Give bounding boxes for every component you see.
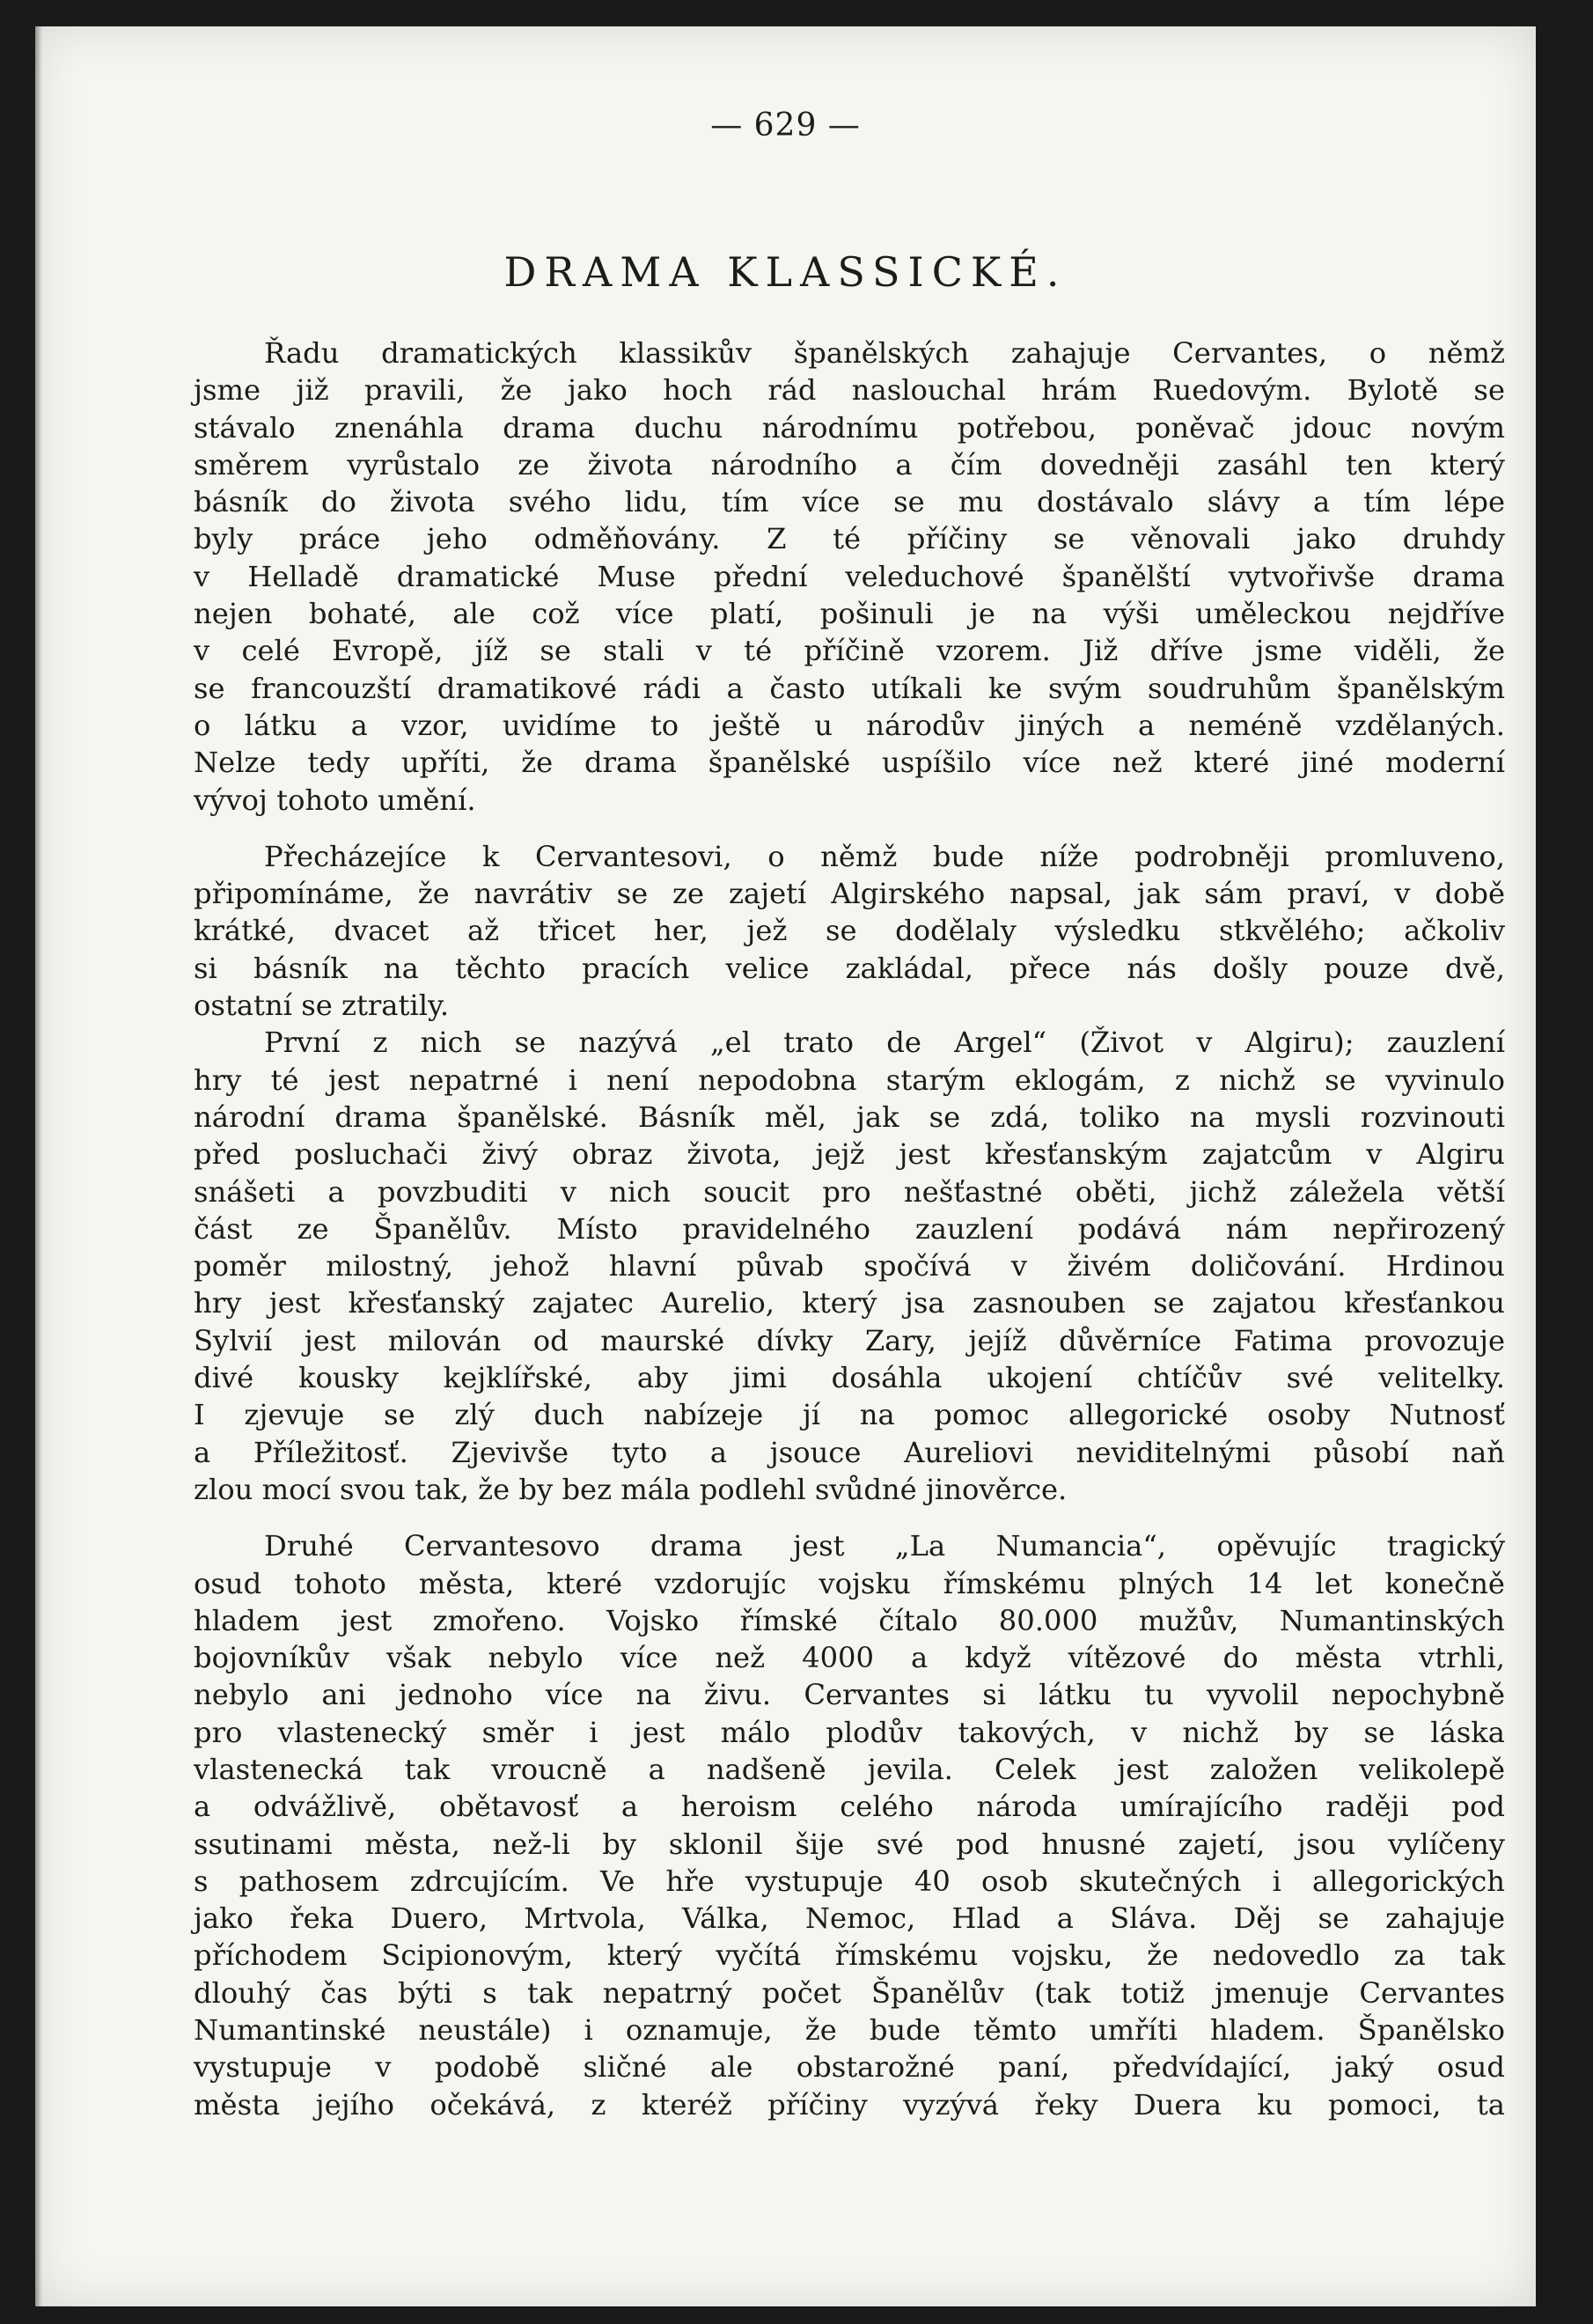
text-line: příchodem Scipionovým, který vyčítá římskému vojsku, že nedovedlo za tak — [194, 1938, 1505, 1973]
text-line: hry té jest nepatrné i není nepodobna starým eklogám, z nichž se vyvinulo — [194, 1063, 1505, 1097]
text-line: se francouzští dramatikové rádi a často utíkali ke svým soudruhům španělským — [194, 671, 1505, 705]
text-line: byly práce jeho odměňovány. Z té příčiny se věnovali jako druhdy — [194, 522, 1505, 556]
text-line: jsme již pravili, že jako hoch rád naslouchal hrám Ruedovým. Bylotě se — [194, 373, 1505, 408]
text-line: snášeti a povzbuditi v nich soucit pro nešťastné oběti, jichž záležela větší — [194, 1174, 1505, 1209]
text-line: hladem jest zmořeno. Vojsko římské čítalo 80.000 mužův, Numantinských — [194, 1603, 1505, 1637]
text-line: osud tohoto města, které vzdorujíc vojsku římskému plných 14 let konečně — [194, 1566, 1505, 1600]
text-line: vlastenecká tak vroucně a nadšeně jevila. Celek jest založen velikolepě — [194, 1752, 1505, 1786]
page-number: — 629 — — [710, 107, 861, 143]
text-line: Numantinské neustále) i oznamuje, že bude těmto umříti hladem. Španělsko — [194, 2013, 1505, 2048]
text-line: Přecházejíce k Cervantesovi, o němž bude níže podrobněji promluveno, — [264, 839, 1505, 873]
text-line: směrem vyrůstalo ze života národního a čím dovedněji zasáhl ten který — [194, 447, 1505, 482]
text-line: bojovníkův však nebylo více než 4000 a když vítězové do města vtrhli, — [194, 1641, 1505, 1675]
text-line: vývoj tohoto umění. — [194, 783, 476, 817]
paragraph — [194, 838, 1505, 1024]
chapter-title: DRAMA KLASSICKÉ. — [503, 248, 1068, 296]
text-line: jako řeka Duero, Mrtvola, Válka, Nemoc, Hlad a Sláva. Děj se zahajuje — [194, 1901, 1505, 1936]
text-line: Nelze tedy upříti, že drama španělské uspíšilo více než které jiné moderní — [194, 746, 1505, 780]
text-line: národní drama španělské. Básník měl, jak se zdá, toliko na mysli rozvinouti — [194, 1099, 1505, 1134]
text-line: ssutinami města, než-li by sklonil šije své pod hnusné zajetí, jsou vylíčeny — [194, 1827, 1505, 1861]
text-line: s pathosem zdrcujícím. Ve hře vystupuje 40 osob skutečných i allegorických — [194, 1864, 1505, 1898]
book-page — [35, 26, 1536, 2306]
text-line: pro vlastenecký směr i jest málo plodův takových, v nichž by se láska — [194, 1715, 1505, 1749]
text-line: krátké, dvacet až třicet her, jež se dodělaly výsledku stkvělého; ačkoliv — [194, 914, 1505, 948]
text-line: Druhé Cervantesovo drama jest „La Numancia“, opěvujíc tragický — [264, 1529, 1505, 1563]
text-line: si básník na těchto pracích velice zakládal, přece nás došly pouze dvě, — [194, 951, 1505, 985]
text-line: vystupuje v podobě sličné ale obstarožné paní, předvídající, jaký osud — [194, 2050, 1505, 2085]
paragraph — [194, 335, 1505, 819]
text-body — [194, 335, 1505, 2123]
text-line: nejen bohaté, ale což více platí, pošinuli je na výši uměleckou nejdříve — [194, 597, 1505, 631]
text-line: zlou mocí svou tak, že by bez mála podlehl svůdné jinověrce. — [194, 1472, 1068, 1506]
text-line: v Helladě dramatické Muse přední veleduchové španělští vytvořivše drama — [194, 559, 1505, 593]
text-line: Sylvií jest milován od maurské dívky Zary, jejíž důvěrníce Fatima provozuje — [194, 1323, 1505, 1357]
paragraph — [194, 1024, 1505, 1508]
text-line: ostatní se ztratily. — [194, 989, 450, 1023]
text-line: dlouhý čas býti s tak nepatrný počet Španělův (tak totiž jmenuje Cervantes — [194, 1975, 1505, 2010]
text-line: První z nich se nazývá „el trato de Argel“ (Život v Algiru); zauzlení — [264, 1026, 1505, 1060]
text-line: města jejího očekává, z kteréž příčiny vyzývá řeky Duera ku pomoci, ta — [194, 2087, 1505, 2122]
text-line: poměr milostný, jehož hlavní půvab spočívá v živém doličování. Hrdinou — [194, 1249, 1505, 1283]
text-line: před posluchači živý obraz života, jejž jest křesťanským zajatcům v Algiru — [194, 1137, 1505, 1172]
text-line: básník do života svého lidu, tím více se mu dostávalo slávy a tím lépe — [194, 485, 1505, 519]
text-line: stávalo znenáhla drama duchu národnímu potřebou, poněvač jdouc novým — [194, 410, 1505, 445]
text-line: Řadu dramatických klassikův španělských zahajuje Cervantes, o němž — [264, 336, 1505, 370]
text-line: připomínáme, že navrátiv se ze zajetí Algirského napsal, jak sám praví, v době — [194, 877, 1505, 911]
text-line: a Příležitosť. Zjevivše tyto a jsouce Aureliovi neviditelnými působí naň — [194, 1435, 1505, 1469]
text-line: o látku a vzor, uvidíme to ještě u národův jiných a neméně vzdělaných. — [194, 708, 1505, 742]
text-line: a odvážlivě, obětavosť a heroism celého národa umírajícího raději pod — [194, 1790, 1505, 1824]
text-line: v celé Evropě, jíž se stali v té příčině vzorem. Již dříve jsme viděli, že — [194, 634, 1505, 668]
text-line: divé kousky kejklířské, aby jimi dosáhla ukojení chtíčův své velitelky. — [194, 1361, 1505, 1395]
text-line: hry jest křesťanský zajatec Aurelio, který jsa zasnouben se zajatou křesťankou — [194, 1286, 1505, 1320]
text-line: část ze Španělův. Místo pravidelného zauzlení podává nám nepřirozený — [194, 1211, 1505, 1246]
text-line: I zjevuje se zlý duch nabízeje jí na pomoc allegorické osoby Nutnosť — [194, 1398, 1505, 1432]
text-line: nebylo ani jednoho více na živu. Cervantes si látku tu vyvolil nepochybně — [194, 1678, 1505, 1712]
paragraph — [194, 1527, 1505, 2123]
